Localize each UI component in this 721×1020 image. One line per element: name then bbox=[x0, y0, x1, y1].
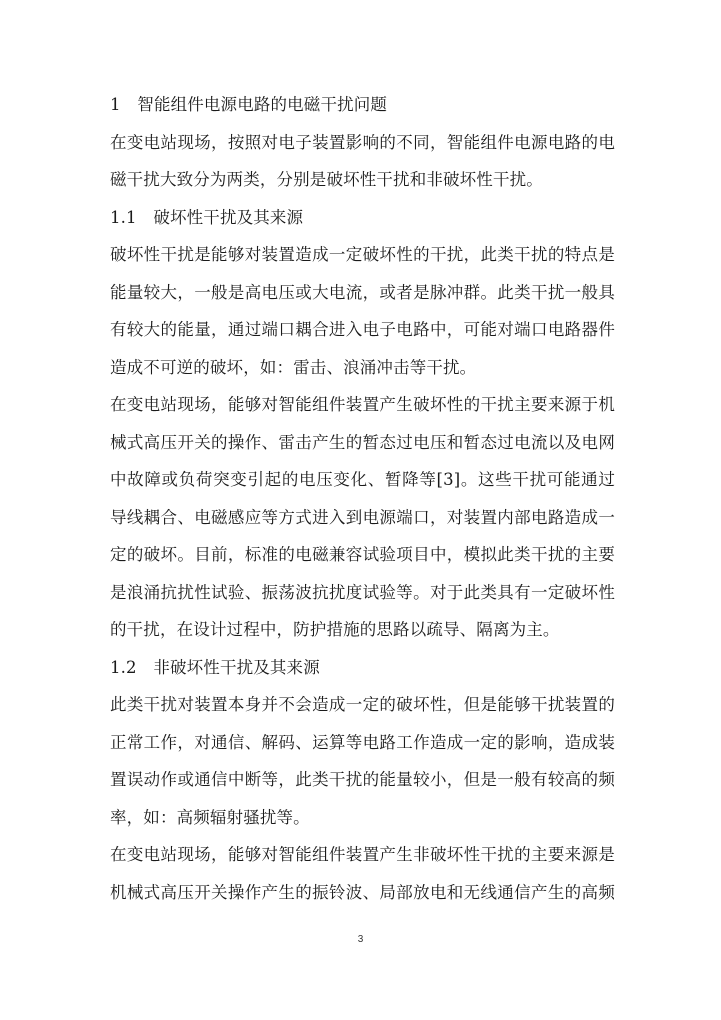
paragraph-line: 在变电站现场，能够对智能组件装置产生非破坏性干扰的主要来源是 bbox=[110, 845, 615, 864]
paragraph-line: 破坏性干扰是能够对装置造成一定破坏性的干扰，此类干扰的特点是 bbox=[110, 245, 615, 264]
paragraph-line: 在变电站现场，能够对智能组件装置产生破坏性的干扰主要来源于机 bbox=[110, 395, 615, 414]
paragraph-line: 导线耦合、电磁感应等方式进入到电源端口，对装置内部电路造成一 bbox=[110, 507, 615, 527]
section-heading-1: 1 智能组件电源电路的电磁干扰问题 bbox=[110, 95, 388, 114]
paragraph-line: 置误动作或通信中断等，此类干扰的能量较小，但是一般有较高的频 bbox=[110, 770, 615, 789]
paragraph-line: 此类干扰对装置本身并不会造成一定的破坏性，但是能够干扰装置的 bbox=[110, 695, 615, 714]
paragraph-line: 机械式高压开关操作产生的振铃波、局部放电和无线通信产生的高频 bbox=[110, 882, 615, 902]
section-heading-1-2: 1.2 非破坏性干扰及其来源 bbox=[110, 657, 320, 677]
paragraph-line: 是浪涌抗扰性试验、振荡波抗扰度试验等。对于此类具有一定破坏性 bbox=[110, 582, 615, 602]
paragraph-line: 有较大的能量，通过端口耦合进入电子电路中，可能对端口电路器件 bbox=[110, 320, 615, 339]
page-number: 3 bbox=[357, 934, 364, 945]
section-heading-1-1: 1.1 破坏性干扰及其来源 bbox=[110, 207, 304, 227]
paragraph-line: 中故障或负荷突变引起的电压变化、暂降等[3]。这些干扰可能通过 bbox=[110, 470, 615, 489]
body-text bbox=[110, 86, 615, 911]
paragraph-line: 械式高压开关的操作、雷击产生的暂态过电压和暂态过电流以及电网 bbox=[110, 432, 615, 452]
paragraph-line: 率，如：高频辐射骚扰等。 bbox=[110, 807, 310, 827]
paragraph-line: 造成不可逆的破坏，如：雷击、浪涌冲击等干扰。 bbox=[110, 357, 477, 377]
paragraph-line: 正常工作，对通信、解码、运算等电路工作造成一定的影响，造成装 bbox=[110, 732, 615, 752]
paragraph-line: 能量较大，一般是高电压或大电流，或者是脉冲群。此类干扰一般具 bbox=[110, 282, 615, 302]
paragraph-line: 的干扰，在设计过程中，防护措施的思路以疏导、隔离为主。 bbox=[110, 620, 560, 639]
paragraph-line: 定的破坏。目前，标准的电磁兼容试验项目中，模拟此类干扰的主要 bbox=[110, 545, 615, 564]
paragraph-line: 磁干扰大致分为两类，分别是破坏性干扰和非破坏性干扰。 bbox=[110, 170, 543, 189]
paragraph-line: 在变电站现场，按照对电子装置影响的不同，智能组件电源电路的电 bbox=[110, 132, 615, 152]
